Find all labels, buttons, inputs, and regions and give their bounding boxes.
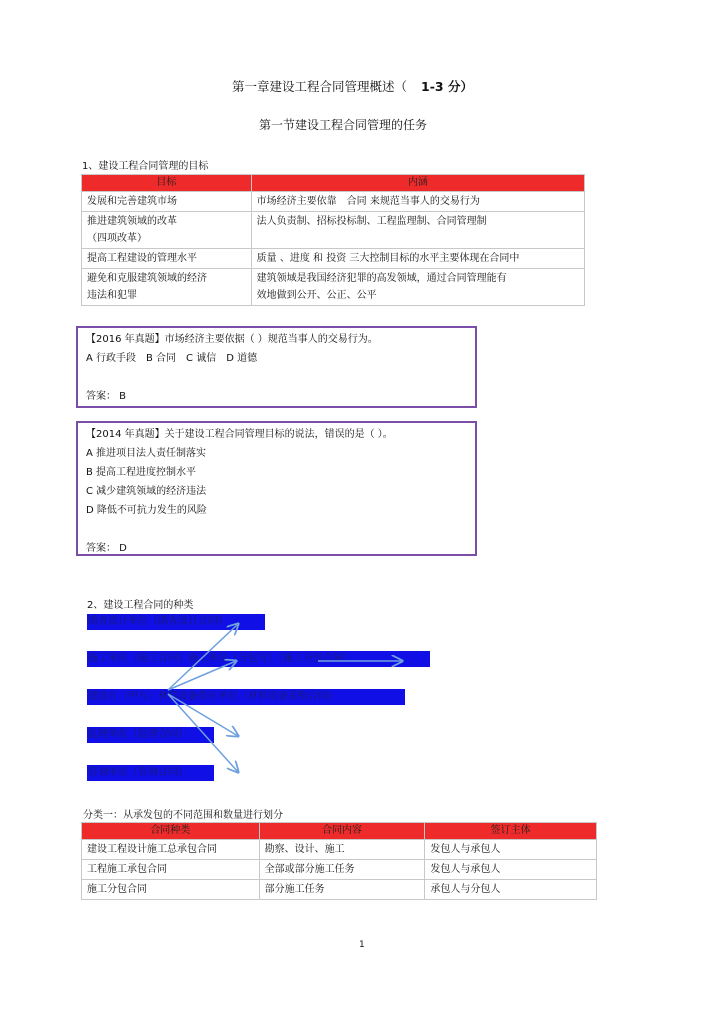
table-row bbox=[82, 840, 597, 860]
question-option: B 提高工程进度控制水平 bbox=[86, 467, 197, 478]
section-title: 第一节建设工程合同管理的任务 bbox=[259, 118, 428, 132]
contract-type-bar: 监理单位（监理合同） bbox=[87, 727, 214, 743]
chapter-score: 1-3 分） bbox=[421, 79, 473, 94]
goal-cell: 提高工程建设的管理水平 bbox=[82, 249, 252, 269]
goal-cell: 推进建筑领域的改革 （四项改革） bbox=[82, 212, 252, 249]
contract-type-cell: 建设工程设计施工总承包合同 bbox=[82, 840, 260, 860]
section1-heading: 1、建设工程合同管理的目标 bbox=[82, 161, 209, 172]
header-contract-type: 合同种类 bbox=[82, 823, 260, 840]
signing-parties-cell: 发包人与承包人 bbox=[425, 860, 597, 880]
goals-header-goal: 目标 bbox=[82, 175, 252, 192]
arrow-to-design-unit bbox=[168, 624, 238, 690]
contract-content-cell: 勘察、设计、施工 bbox=[259, 840, 425, 860]
contract-type-bar: 施工单位（施工合同）施工单位（分包方）（施工分包合同） bbox=[87, 651, 430, 667]
question-answer: 答案： D bbox=[86, 543, 127, 554]
meaning-cell: 法人负责制、招标投标制、工程监理制、合同管理制 bbox=[251, 212, 584, 249]
classification-heading: 分类一：从承发包的不同范围和数量进行划分 bbox=[83, 810, 283, 821]
table-row bbox=[82, 880, 597, 900]
arrow-to-construction-unit bbox=[168, 661, 236, 690]
question-options: A 行政手段 B 合同 C 诚信 D 道德 bbox=[86, 353, 258, 364]
goals-header-meaning: 内涵 bbox=[251, 175, 584, 192]
classification-table bbox=[81, 822, 597, 900]
goal-cell: 避免和克服建筑领域的经济 违法和犯罪 bbox=[82, 269, 252, 306]
meaning-cell: 建筑领域是我国经济犯罪的高发领域，通过合同管理能有 效地做到公开、公正、公平 bbox=[251, 269, 584, 306]
contract-type-bar: 咨询单位（咨询合同） bbox=[87, 765, 214, 781]
classification-table-header bbox=[82, 823, 597, 840]
contract-type-cell: 工程施工承包合同 bbox=[82, 860, 260, 880]
question-option: A 推进项目法人责任制落实 bbox=[86, 448, 207, 459]
chapter-title-text: 第一章建设工程合同管理概述（ bbox=[232, 79, 408, 94]
question-stem: 【2014 年真题】关于建设工程合同管理目标的说法，错误的是（ ）。 bbox=[86, 429, 393, 440]
contract-type-cell: 施工分包合同 bbox=[82, 880, 260, 900]
page-number: 1 bbox=[359, 940, 365, 950]
question-answer: 答案： B bbox=[86, 391, 127, 402]
signing-parties-cell: 承包人与分包人 bbox=[425, 880, 597, 900]
header-contract-content: 合同内容 bbox=[259, 823, 425, 840]
meaning-cell: 质量 、进度 和 投资 三大控制目标的水平主要体现在合同中 bbox=[251, 249, 584, 269]
question-stem: 【2016 年真题】市场经济主要依据（ ）规范当事人的交易行为。 bbox=[86, 334, 378, 345]
signing-parties-cell: 发包人与承包人 bbox=[425, 840, 597, 860]
meaning-cell: 市场经济主要依靠 合同 来规范当事人的交易行为 bbox=[251, 192, 584, 212]
table-row bbox=[82, 860, 597, 880]
question-option: C 减少建筑领域的经济违法 bbox=[86, 486, 207, 497]
contract-type-bar: 建设方（甲方）材料设备供应单位（材料设备采购合同） bbox=[87, 689, 405, 705]
section2-heading: 2、建设工程合同的种类 bbox=[87, 600, 194, 611]
header-signing-parties: 签订主体 bbox=[425, 823, 597, 840]
contract-content-cell: 部分施工任务 bbox=[259, 880, 425, 900]
goal-cell: 发展和完善建筑市场 bbox=[82, 192, 252, 212]
question-option: D 降低不可抗力发生的风险 bbox=[86, 505, 207, 516]
arrow-to-supervision-unit bbox=[168, 694, 238, 736]
contract-type-bar: 勘查设计单位（勘查设计合同） bbox=[87, 614, 265, 630]
arrow-to-consulting-unit bbox=[168, 694, 238, 772]
contract-content-cell: 全部或部分施工任务 bbox=[259, 860, 425, 880]
